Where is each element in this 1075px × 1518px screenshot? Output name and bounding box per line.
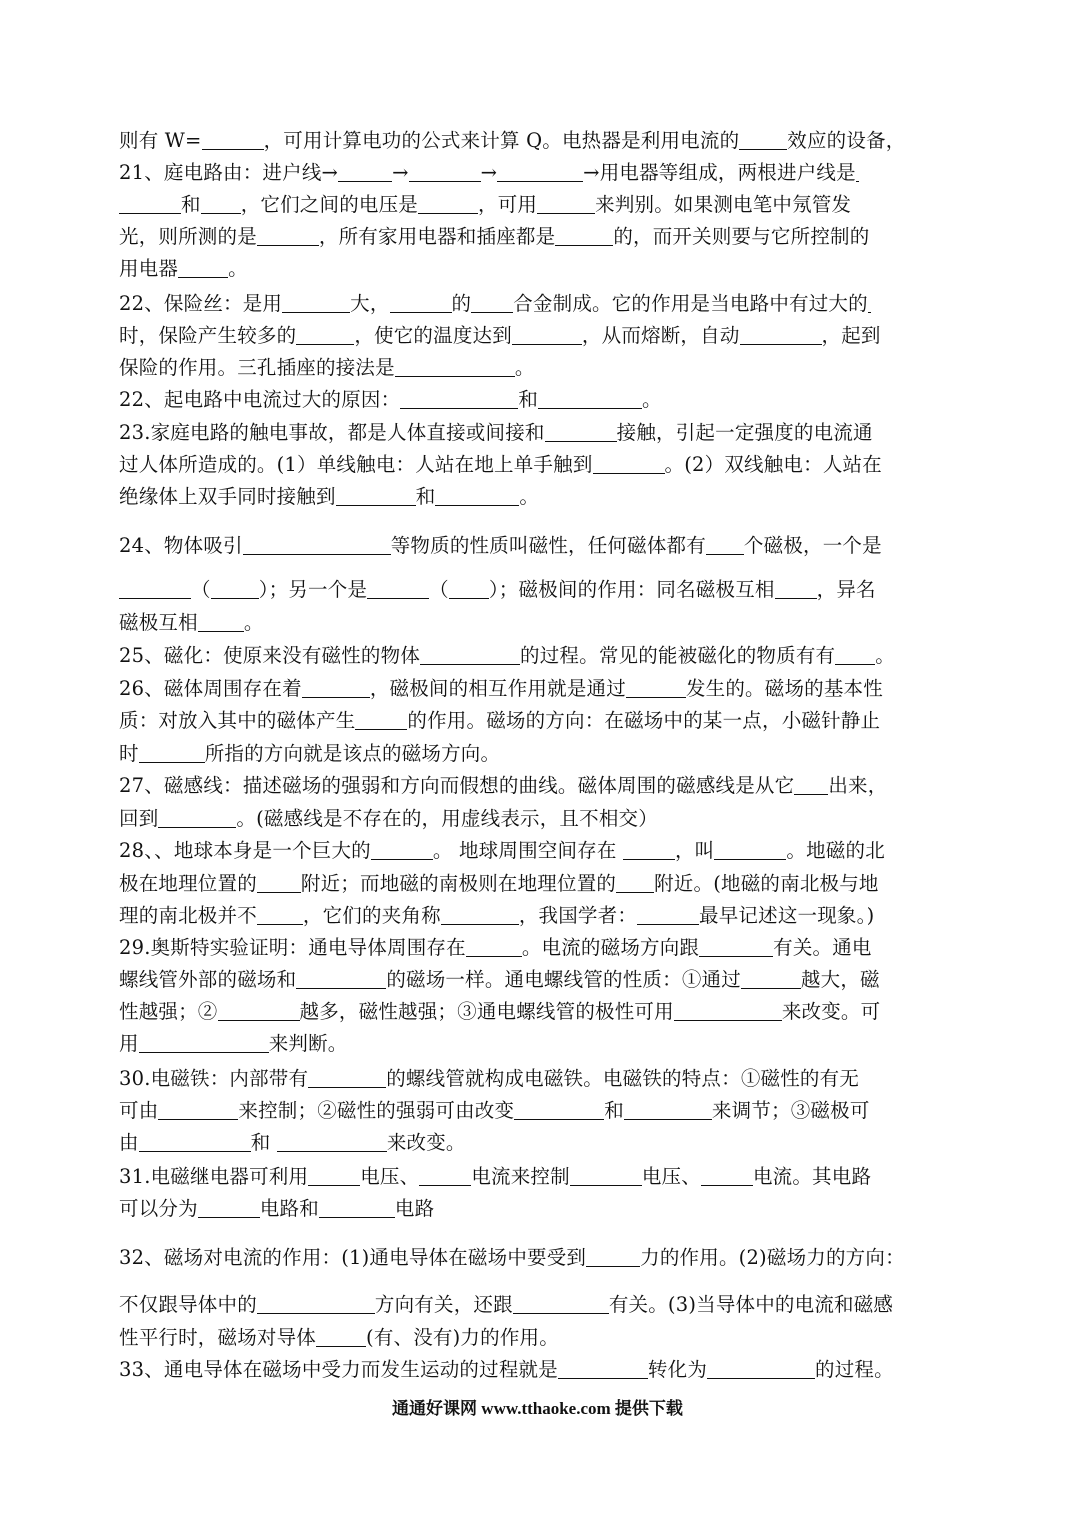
line-text: 。 [228,257,248,280]
line-text: 。 [243,611,264,634]
fill-in-blank [316,1328,366,1347]
text-line [119,935,959,961]
text-line [119,1325,959,1351]
fill-in-blank [420,646,520,665]
line-text: 。(磁感线是不存在的，用虚线表示，且不相交） [236,807,658,830]
line-text: 电流。其电路 [752,1165,872,1188]
line-text: 越大，磁 [800,968,880,991]
fill-in-blank [868,294,871,313]
text-line [119,484,959,510]
line-text: ，磁极间的相互作用就是通过 [369,677,626,700]
fill-in-blank [512,326,582,345]
line-text: 则有 W= [119,129,202,152]
line-text: 时，保险产生较多的 [119,324,297,347]
line-text: 附近；而地磁的南极则在地理位置的 [300,872,617,895]
line-text: 可以分为 [119,1197,198,1220]
line-text: 和 [604,1099,624,1122]
fill-in-blank [570,1167,642,1186]
line-text: → [480,161,498,184]
line-text: 来判断。 [268,1032,348,1055]
line-text: 用 [119,1032,139,1055]
text-line [119,1130,959,1156]
line-text: ，叫 [674,839,715,862]
fill-in-blank [706,536,744,555]
line-text: ，从而熔断，自动 [581,324,740,347]
fill-in-blank [139,1133,251,1152]
text-line [119,420,959,446]
fill-in-blank [674,1002,782,1021]
line-text: 附近。(地磁的南北极与地 [654,872,879,895]
line-text: 28、、地球本身是一个巨大的 [119,839,371,862]
fill-in-blank [409,163,481,182]
line-text: 电压、 [641,1165,701,1188]
line-text: 的过程。常见的能被磁化的物质有有 [520,644,836,667]
line-text: ，它们之间的电压是 [240,193,419,216]
text-line [119,256,959,282]
text-line [119,355,959,381]
line-text: 光，则所测的是 [119,225,257,248]
fill-in-blank [257,227,319,246]
line-text: 。 [875,644,895,667]
text-line [119,577,959,603]
line-text: ，使它的温度达到 [354,324,512,347]
line-text: 转化为 [647,1358,708,1381]
fill-in-blank [336,487,416,506]
fill-in-blank [355,711,407,730]
fill-in-blank [555,227,613,246]
line-text: ）；磁极间的作用：同名磁极互相 [488,578,775,601]
fill-in-blank [537,195,595,214]
text-line [119,224,959,250]
fill-in-blank [282,294,350,313]
fill-in-blank [835,646,875,665]
line-text: 有关。(3)当导体中的电流和磁感 [608,1293,894,1316]
line-text: 33、通电导体在磁场中受力而发生运动的过程就是 [119,1358,558,1381]
fill-in-blank [739,131,787,150]
line-text: 的磁场一样。通电螺线管的性质：①通过 [386,968,741,991]
text-line [119,1031,959,1057]
fill-in-blank [497,163,583,182]
fill-in-blank [296,326,354,345]
line-text: 的作用。磁场的方向：在磁场中的某一点，小磁针静止 [407,709,881,732]
fill-in-blank [707,1360,815,1379]
fill-in-blank [538,390,642,409]
fill-in-blank [139,1034,269,1053]
line-text: 23.家庭电路的触电事故，都是人体直接或间接和 [119,421,545,444]
line-text: 所指的方向就是该点的磁场方向。 [204,742,501,765]
line-text: 保险的作用。三孔插座的接法是 [119,356,395,379]
line-text: 可由 [119,1099,159,1122]
line-text: 的螺线管就构成电磁铁。电磁铁的特点：①磁性的有无 [386,1067,860,1090]
fill-in-blank [201,195,241,214]
line-text: 电流来控制 [471,1165,570,1188]
fill-in-blank [198,613,244,632]
fill-in-blank [466,938,522,957]
line-text: 等物质的性质叫磁性，任何磁体都有 [390,534,706,557]
text-line [119,967,959,993]
line-text: 来控制；②磁性的强弱可由改变 [238,1099,515,1122]
line-text: 个磁极，一个是 [743,534,882,557]
line-text: 21、庭电路由：进户线→ [119,161,339,184]
fill-in-blank [218,1002,300,1021]
fill-in-blank [699,938,773,957]
line-text: ，异名 [816,578,876,601]
fill-in-blank [558,1360,648,1379]
text-line [119,708,959,734]
fill-in-blank [794,776,828,795]
line-text: 来判别。如果测电笔中氖管发 [595,193,852,216]
text-line [119,291,959,317]
fill-in-blank [741,970,801,989]
text-line [119,1066,959,1092]
text-line [119,128,959,154]
line-text: 的 [451,292,472,315]
text-line [119,806,959,832]
line-text: 磁极互相 [119,611,198,634]
fill-in-blank [593,455,665,474]
line-text: ）；另一个是 [258,578,368,601]
line-text: 电路 [394,1197,435,1220]
fill-in-blank [198,1199,260,1218]
line-text: 。 [514,356,535,379]
fill-in-blank [277,1133,387,1152]
fill-in-blank [471,294,513,313]
line-text: 22、起电路中电流过大的原因： [119,388,401,411]
line-text: 理的南北极并不 [119,904,257,927]
fill-in-blank [158,809,236,828]
line-text: 发生的。磁场的基本性 [685,677,883,700]
fill-in-blank [119,580,191,599]
line-text: 来调节；③磁极可 [711,1099,870,1122]
line-text: ，可用 [478,193,538,216]
text-line [119,1164,959,1190]
text-line [119,533,959,559]
fill-in-blank [319,1199,395,1218]
line-text: 24、物体吸引 [119,534,243,557]
text-line [119,643,959,669]
line-text: （ [191,578,211,601]
line-text: 来改变。 [386,1131,466,1154]
line-text: 出来， [828,774,888,797]
line-text: 大， [350,292,390,315]
fill-in-blank [513,1295,609,1314]
fill-in-blank [302,679,370,698]
fill-in-blank [390,294,452,313]
fill-in-blank [637,906,699,925]
fill-in-blank [586,1248,640,1267]
fill-in-blank [545,423,617,442]
text-line [119,452,959,478]
line-text: (有、没有)力的作用。 [366,1326,559,1349]
line-text: 。 地球周围空间存在 [432,839,623,862]
fill-in-blank [371,841,433,860]
line-text: 性平行时，磁场对导体 [119,1326,317,1349]
line-text: 26、磁体周围存在着 [119,677,302,700]
fill-in-blank [202,131,264,150]
fill-in-blank [623,841,675,860]
fill-in-blank [211,580,259,599]
fill-in-blank [296,970,386,989]
fill-in-blank [701,1167,753,1186]
text-line [119,323,959,349]
line-text: 29.奥斯特实验证明：通电导体周围存在 [119,936,466,959]
fill-in-blank [775,580,817,599]
text-line [119,387,959,413]
line-text: 螺线管外部的磁场和 [119,968,297,991]
line-text: ，我国学者： [518,904,638,927]
text-line [119,741,959,767]
text-line [119,1357,959,1383]
line-text: 。 [642,388,662,411]
line-text: 。 [519,485,540,508]
fill-in-blank [119,195,181,214]
text-line [119,610,959,636]
line-text: 和 [250,1131,277,1154]
line-text: 和 [518,388,539,411]
fill-in-blank [419,1167,471,1186]
text-line [119,838,959,864]
fill-in-blank [257,874,301,893]
fill-in-blank [856,163,859,182]
text-line [119,192,959,218]
line-text: 有关。通电 [773,936,872,959]
line-text: 25、磁化：使原来没有磁性的物体 [119,644,421,667]
fill-in-blank [714,841,786,860]
fill-in-blank [418,195,478,214]
line-text: 27、磁感线：描述磁场的强弱和方向而假想的曲线。磁体周围的磁感线是从它 [119,774,795,797]
fill-in-blank [740,326,822,345]
page-footer: 通通好课网 www.tthaoke.com 提供下载 [392,1399,683,1418]
line-text: 的，而开关则要与它所控制的 [613,225,870,248]
fill-in-blank [616,874,654,893]
fill-in-blank [626,679,686,698]
line-text: 32、磁场对电流的作用：(1)通电导体在磁场中要受到 [119,1246,587,1269]
fill-in-blank [367,580,429,599]
fill-in-blank [514,1101,604,1120]
fill-in-blank [449,580,489,599]
line-text: 和 [415,485,436,508]
line-text: 效应的设备， [787,129,906,152]
text-line [119,160,959,186]
line-text: 力的作用。(2)磁场力的方向： [640,1246,905,1269]
line-text: ，所有家用电器和插座都是 [318,225,556,248]
line-text: 。(2）双线触电：人站在 [664,453,882,476]
line-text: 和 [181,193,201,216]
fill-in-blank [400,390,518,409]
line-text: 来改变。可 [781,1000,881,1023]
fill-in-blank [308,1069,386,1088]
line-text: 电压、 [360,1165,420,1188]
line-text: ，它们的夹角称 [302,904,441,927]
line-text: →用电器等组成，两根进户线是 [583,161,856,184]
text-line [119,1196,959,1222]
line-text: 时 [119,742,139,765]
fill-in-blank [624,1101,712,1120]
line-text: 回到 [119,807,159,830]
line-text: 最早记述这一现象。) [699,904,875,927]
fill-in-blank [441,906,519,925]
line-text: （ [429,578,449,601]
fill-in-blank [308,1167,360,1186]
text-line [119,999,959,1025]
line-text: 极在地理位置的 [119,872,257,895]
line-text: 绝缘体上双手同时接触到 [119,485,336,508]
line-text: 电路和 [259,1197,319,1220]
fill-in-blank [243,536,391,555]
text-line [119,871,959,897]
fill-in-blank [395,358,515,377]
text-line [119,1245,959,1271]
line-text: 31.电磁继电器可利用 [119,1165,309,1188]
fill-in-blank [178,259,228,278]
text-line [119,1292,959,1318]
text-line [119,1098,959,1124]
line-text: 22、保险丝：是用 [119,292,283,315]
text-line [119,676,959,702]
line-text: 由 [119,1131,139,1154]
line-text: 。地磁的北 [786,839,885,862]
fill-in-blank [257,906,303,925]
line-text: 越多，磁性越强；③通电螺线管的极性可用 [299,1000,674,1023]
line-text: 方向有关，还跟 [374,1293,513,1316]
fill-in-blank [338,163,392,182]
line-text: 30.电磁铁：内部带有 [119,1067,309,1090]
line-text: ，可用计算电功的公式来计算 Q。电热器是利用电流的 [263,129,740,152]
line-text: ，起到 [821,324,881,347]
line-text: 不仅跟导体中的 [119,1293,257,1316]
fill-in-blank [158,1101,238,1120]
line-text: 用电器 [119,257,179,280]
line-text: 接触，引起一定强度的电流通 [616,421,873,444]
fill-in-blank [435,487,519,506]
line-text: → [392,161,409,184]
line-text: 合金制成。它的作用是当电路中有过大的 [513,292,868,315]
line-text: 。电流的磁场方向跟 [521,936,700,959]
line-text: 性越强；② [119,1000,218,1023]
fill-in-blank [139,744,205,763]
line-text: 的过程。 [815,1358,894,1381]
line-text: 质：对放入其中的磁体产生 [119,709,356,732]
fill-in-blank [257,1295,375,1314]
text-line [119,903,959,929]
text-line [119,773,959,799]
line-text: 过人体所造成的。(1）单线触电：人站在地上单手触到 [119,453,593,476]
